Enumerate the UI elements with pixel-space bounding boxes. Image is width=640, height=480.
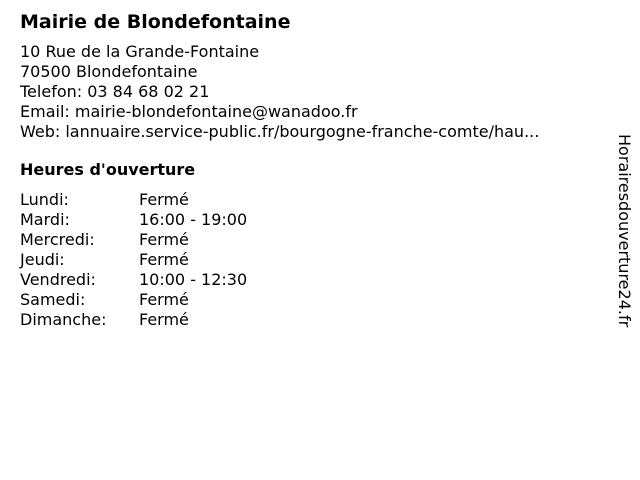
day-label: Mercredi: (20, 230, 95, 249)
time-value: Fermé (139, 310, 189, 329)
time-value: 16:00 - 19:00 (139, 210, 248, 229)
listing-card (20, 10, 605, 330)
opening-hours-heading: Heures d'ouverture (20, 160, 196, 179)
time-value: Fermé (139, 250, 189, 269)
postal-city: 70500 Blondefontaine (20, 62, 198, 81)
day-label: Dimanche: (20, 310, 107, 329)
time-value: Fermé (139, 230, 189, 249)
hours-row (20, 190, 605, 210)
email-address: Email: mairie-blondefontaine@wanadoo.fr (20, 102, 358, 121)
phone-number: Telefon: 03 84 68 02 21 (20, 82, 210, 101)
time-value: 10:00 - 12:30 (139, 270, 248, 289)
time-value: Fermé (139, 290, 189, 309)
hours-row (20, 310, 605, 330)
hours-row (20, 270, 605, 290)
day-label: Samedi: (20, 290, 86, 309)
hours-row (20, 210, 605, 230)
day-label: Vendredi: (20, 270, 96, 289)
hours-row (20, 290, 605, 310)
site-watermark: Horairesdouverture24.fr (615, 134, 634, 328)
street-address: 10 Rue de la Grande-Fontaine (20, 42, 260, 61)
opening-hours-table (20, 190, 605, 330)
day-label: Mardi: (20, 210, 70, 229)
hours-row (20, 230, 605, 250)
time-value: Fermé (139, 190, 189, 209)
address-block (20, 42, 605, 142)
day-label: Jeudi: (20, 250, 65, 269)
listing-title: Mairie de Blondefontaine (20, 11, 291, 33)
day-label: Lundi: (20, 190, 69, 209)
website-link[interactable]: Web: lannuaire.service-public.fr/bourgogne-franche-comte/hau... (20, 122, 540, 141)
hours-row (20, 250, 605, 270)
